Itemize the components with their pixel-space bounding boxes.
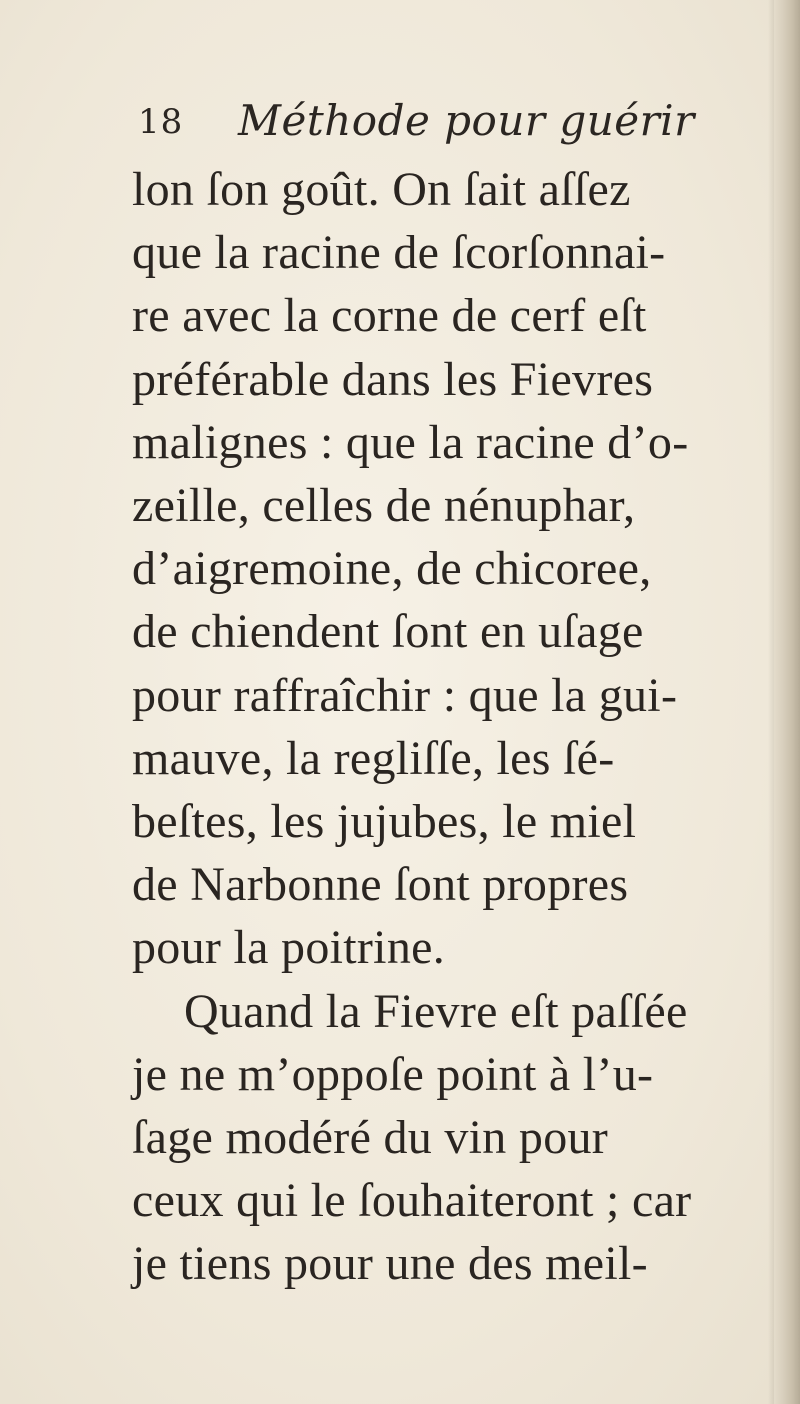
page-edge <box>774 0 800 1404</box>
text-line: de chiendent ſont en uſage <box>132 605 644 659</box>
text-line: de Narbonne ſont propres <box>132 858 629 912</box>
text-line: beſtes, les jujubes, le miel <box>132 795 637 849</box>
text-line: d’aigremoine, de chicoree, <box>132 542 652 596</box>
text-line: mauve, la regliſſe, les ſé- <box>132 731 615 785</box>
text-line: ceux qui le ſouhaiteront ; car <box>132 1174 692 1228</box>
paragraph-first-line: Quand la Fievre eſt paſſée <box>184 984 688 1038</box>
text-line: re avec la corne de cerf eſt <box>132 289 647 343</box>
text-line: ſage modéré du vin pour <box>132 1111 609 1165</box>
text-line: que la racine de ſcorſonnai- <box>132 226 666 280</box>
page-number: 18 <box>138 102 184 142</box>
text-line: pour la poitrine. <box>132 921 446 975</box>
running-title: Méthode pour guérir <box>238 96 695 145</box>
text-line: zeille, celles de nénuphar, <box>132 479 636 533</box>
text-line: je ne m’oppoſe point à l’u- <box>132 1047 654 1101</box>
text-line: lon ſon goût. On ſait aſſez <box>132 163 631 216</box>
text-line: préférable dans les Fievres <box>132 352 654 406</box>
running-head <box>138 96 738 156</box>
text-line: malignes : que la racine d’o- <box>132 415 689 469</box>
text-line: pour raffraîchir : que la gui- <box>132 668 678 722</box>
body-text <box>132 158 772 1296</box>
text-line: je tiens pour une des meil- <box>132 1237 648 1291</box>
